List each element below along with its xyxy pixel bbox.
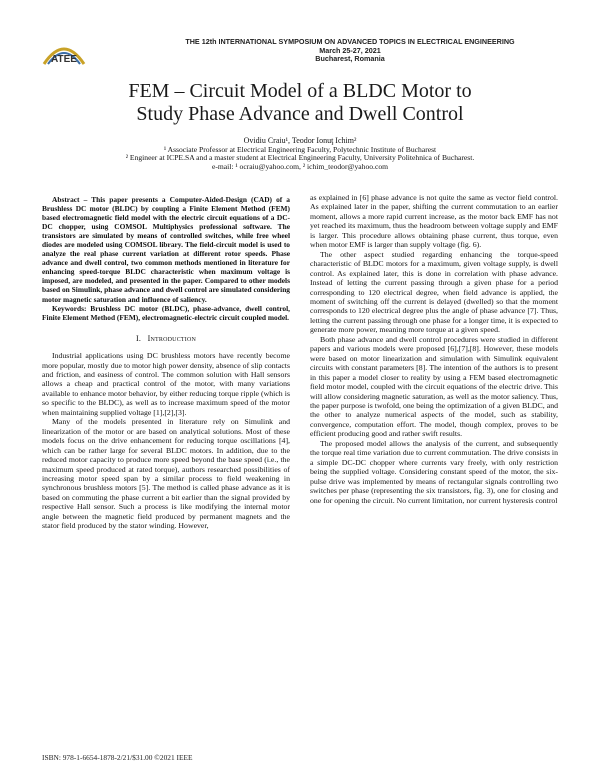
affiliation-1: ¹ Associate Professor at Electrical Engineering Faculty, Polytechnic Institute of Bucharest [163, 144, 437, 154]
author-emails: e-mail: ¹ ocraiu@yahoo.com, ² ichim_teodor@yahoo.com [211, 161, 389, 171]
body-paragraph: The other aspect studied regarding enhancing the torque-speed characteristic of BLDC motors for a maximum, given voltage supply, is dwell control. As explained later, this is done in correlation with phase advance. Instead of letting the current passing through a given phase for a period corresponding to 120 electrical degree, when field advance is applied, the moment of switching off the current is delayed (dwelled) so that the moment corresponds to 120 electrical degree plus the angle of phase advance [7]. Thus, letting the current passing through one phase for a longer time, it is expected to generate more power, meaning more torque at a given speed. [310, 249, 558, 335]
body-paragraph: Many of the models presented in literature rely on Simulink and linearization of the motor or are based on analytical solutions. Most of these models focus on the drive enhancement for reducing torque oscillations [4], which can be rather large for several BLDC motors. In addition, due to the reduced motor capacity to produce more speed beyond the base speed (i.e., the maximum speed produced at rated torque), authors researched possibilities of increasing motor speed span by a similar process to field weakening in synchronous brushless motors [5]. The method is called phase advance as it is based on commuting the phase current a bit earlier than the signal provided by respective Hall sensor. Such a process is like modifying the internal motor angle between the magnetic field produced by permanent magnets and the stator field produced by the stator winding. However, [42, 417, 290, 531]
title-line-1: FEM – Circuit Model of a BLDC Motor to [128, 80, 472, 102]
author-block [40, 137, 560, 171]
keywords: Keywords: Brushless DC motor (BLDC), phase-advance, dwell control, Finite Element Method (FEM), electromagnetic-electric circuit coupled model. [42, 303, 290, 322]
logo-text: ATEE [51, 54, 77, 65]
abstract: Abstract – This paper presents a Computer-Aided-Design (CAD) of a Brushless DC motor (BLDC) by coupling a Finite Element Method (FEM) based electromagnetic field model with the electric circuit equations of a DC-DC chopper, using COMSOL Multiphysics professional software. The transistors are simulated by means of controlled switches, while free wheel diodes are modeled using COMSOL library. The field-circuit model is used to analyze the real phase current variation at different rotor speeds. Phase advance and dwell control, two common methods mentioned in literature for enhancing speed-torque BLDC characteristic when maximum voltage is imposed, are modeled, and presented in the paper. Compared to other models based on Simulink, phase advance and dwell control are simulated considering motor magnetic saturation and influence of saliency. [42, 195, 290, 304]
body-paragraph: Both phase advance and dwell control procedures were studied in different papers and various models were proposed [6],[7],[8]. However, these models were based on motor linearization and simulation with Simulink equivalent circuits with constant parameters [8]. The intention of the authors is to present in this paper a model closer to reality by using a FEM based electromagnetic field motor model, coupled with the circuit equations of the electric drive. This will allow considering magnetic saturation, as well as the motor saliency. Thus, the paper purpose is twofold, one being the optimization of a given BLDC, and the other to analyze numerical aspects of the model, such as stability, convergence, computation effort. The model, though complex, proves to be efficient producing good and rather swift results. [310, 334, 558, 439]
conference-header [120, 38, 580, 64]
title-line-2: Study Phase Advance and Dwell Control [136, 103, 464, 125]
atee-logo [40, 40, 88, 68]
conference-location: Bucharest, Romania [315, 54, 385, 64]
section-title: Introduction [147, 333, 197, 343]
body-paragraph: Industrial applications using DC brushless motors have recently become more popular, mostly due to motor high power density, absence of slip contacts and friction, and easiness of control. The common solution with Hall sensors allows a cheap and practical control of the motor, with many variations available to enhance motor behavior, by either reducing torque ripple (which is so specific to the BLDC), as well as to increase maximum speed of the motor when maintaining supplied voltage [1],[2],[3]. [42, 351, 290, 417]
conference-name: THE 12th INTERNATIONAL SYMPOSIUM ON ADVANCED TOPICS IN ELECTRICAL ENGINEERING [185, 37, 515, 46]
author-names: Ovidiu Craiu¹, Teodor Ionuţ Ichim² [243, 136, 357, 145]
isbn-footer: ISBN: 978-1-6654-1878-2/21/$31.00 ©2021 IEEE [42, 753, 193, 762]
section-number: I. [135, 333, 142, 343]
paper-title [40, 80, 560, 126]
left-column [42, 195, 290, 531]
body-paragraph: as explained in [6] phase advance is not quite the same as vector field control. As explained later in the paper, shifting the current commutation to an earlier moment, allows a more rapid current increase, as the motor back EMF has not yet reached its maximum, thus the headroom between voltage supply and EMF is larger. This procedure allows obtaining phase current, thus torque, even when motor EMF is larger than supply voltage (fig. 6). [310, 193, 558, 250]
conference-dates: March 25-27, 2021 [319, 45, 381, 55]
right-column [310, 193, 558, 505]
section-heading [42, 334, 290, 343]
body-paragraph: The proposed model allows the analysis of the current, and subsequently the torque real time variation due to current commutation. The drive consists in a simple DC-DC chopper where currents vary freely, with only restriction being the supplied voltage. Considering constant speed of the motor, the six-pulse drive was implemented by means of rectangular signals controlling two switches per phase (representing the six transistors, fig. 3), one for closing and one for opening the circuit. No current limitation, nor current hysteresis control [310, 438, 558, 505]
affiliation-2: ² Engineer at ICPE.SA and a master student at Electrical Engineering Faculty, University Politehnica of Bucharest. [125, 153, 475, 163]
